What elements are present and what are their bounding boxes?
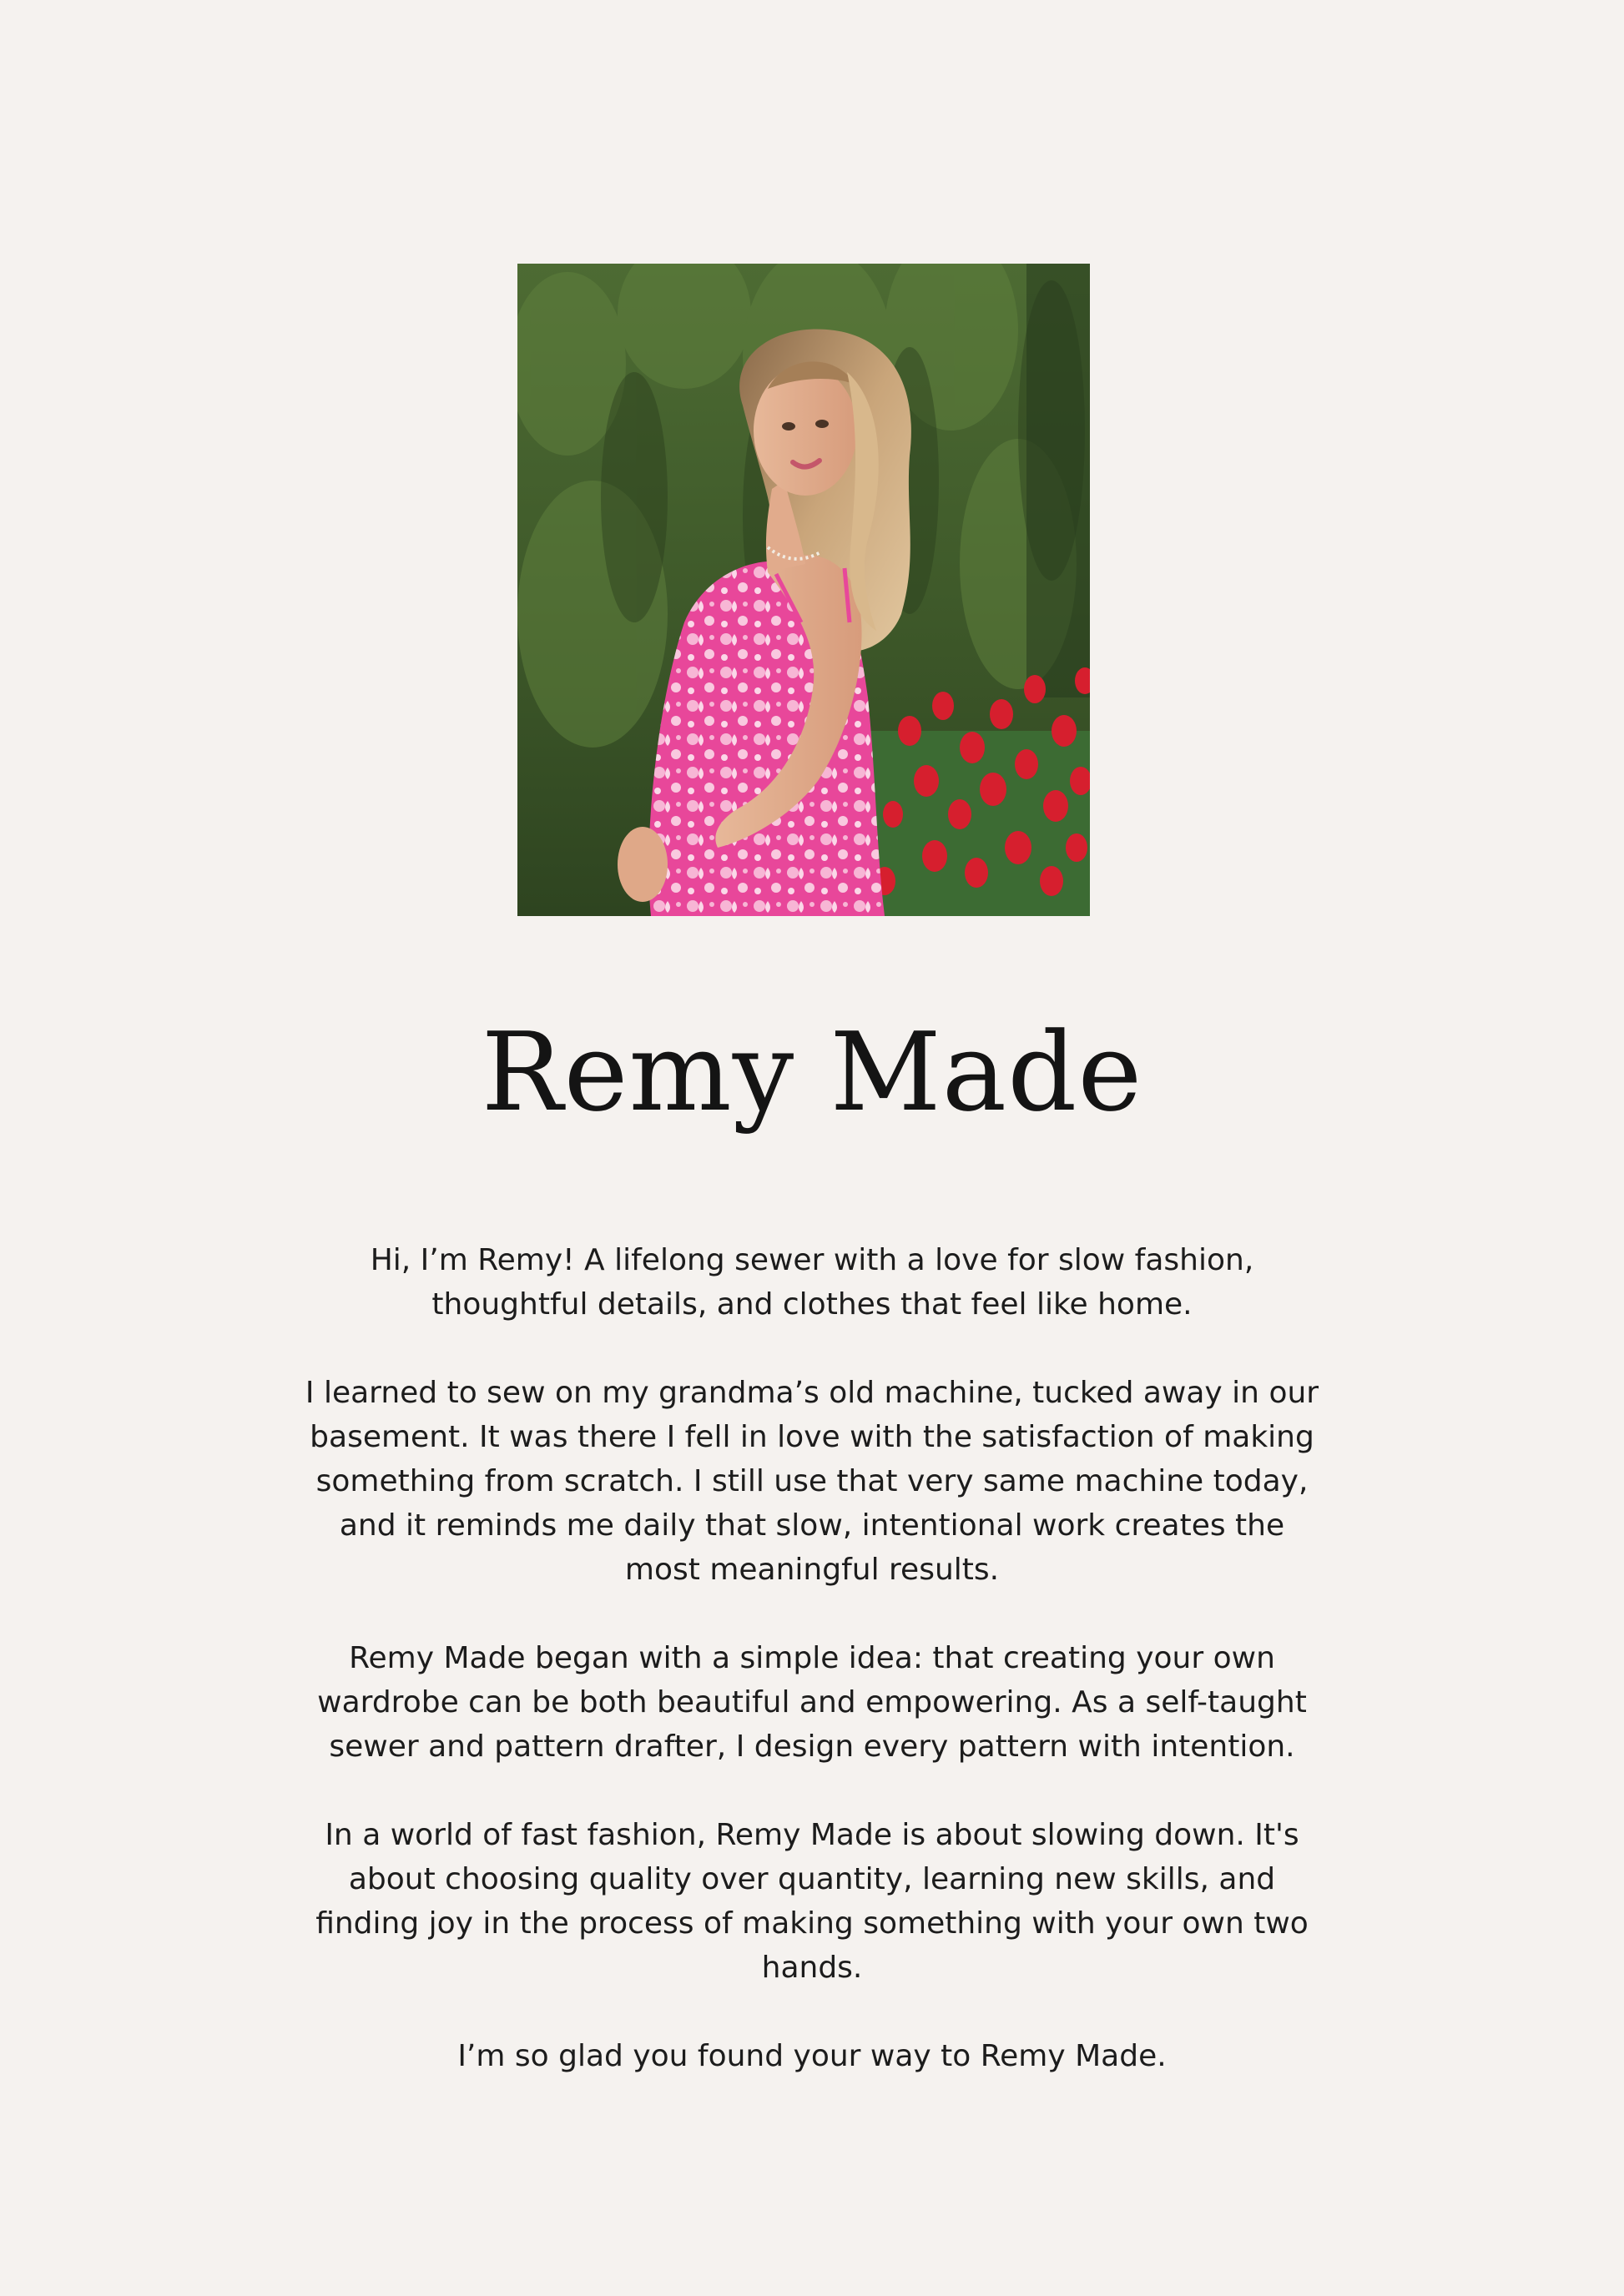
portrait-illustration — [517, 264, 1090, 916]
portrait-photo — [517, 264, 1090, 916]
page-title: Remy Made — [481, 1009, 1143, 1135]
bio-paragraph-intro: Hi, I’m Remy! A lifelong sewer with a love for slow fashion, thoughtful details, and clothes that feel like home. — [370, 1243, 1254, 1322]
bio-paragraph-closing: I’m so glad you found your way to Remy Made. — [457, 2039, 1167, 2073]
bio-paragraph-origin: I learned to sew on my grandma’s old machine, tucked away in our basement. It was there I fell in love with the satisfaction of making something from scratch. I still use that very same machine today, and it reminds me daily that slow, intentional work creates the most meaningful results. — [305, 1376, 1319, 1587]
bio-section — [300, 1238, 1324, 2078]
bio-paragraph-slow-fashion: In a world of fast fashion, Remy Made is about slowing down. It's about choosing quality over quantity, learning new skills, and finding joy in the process of making something with your own two hands. — [315, 1818, 1309, 1985]
bio-paragraph-mission: Remy Made began with a simple idea: that creating your own wardrobe can be both beautiful and empowering. As a self-taught sewer and pattern drafter, I design every pattern with intention. — [317, 1641, 1307, 1764]
